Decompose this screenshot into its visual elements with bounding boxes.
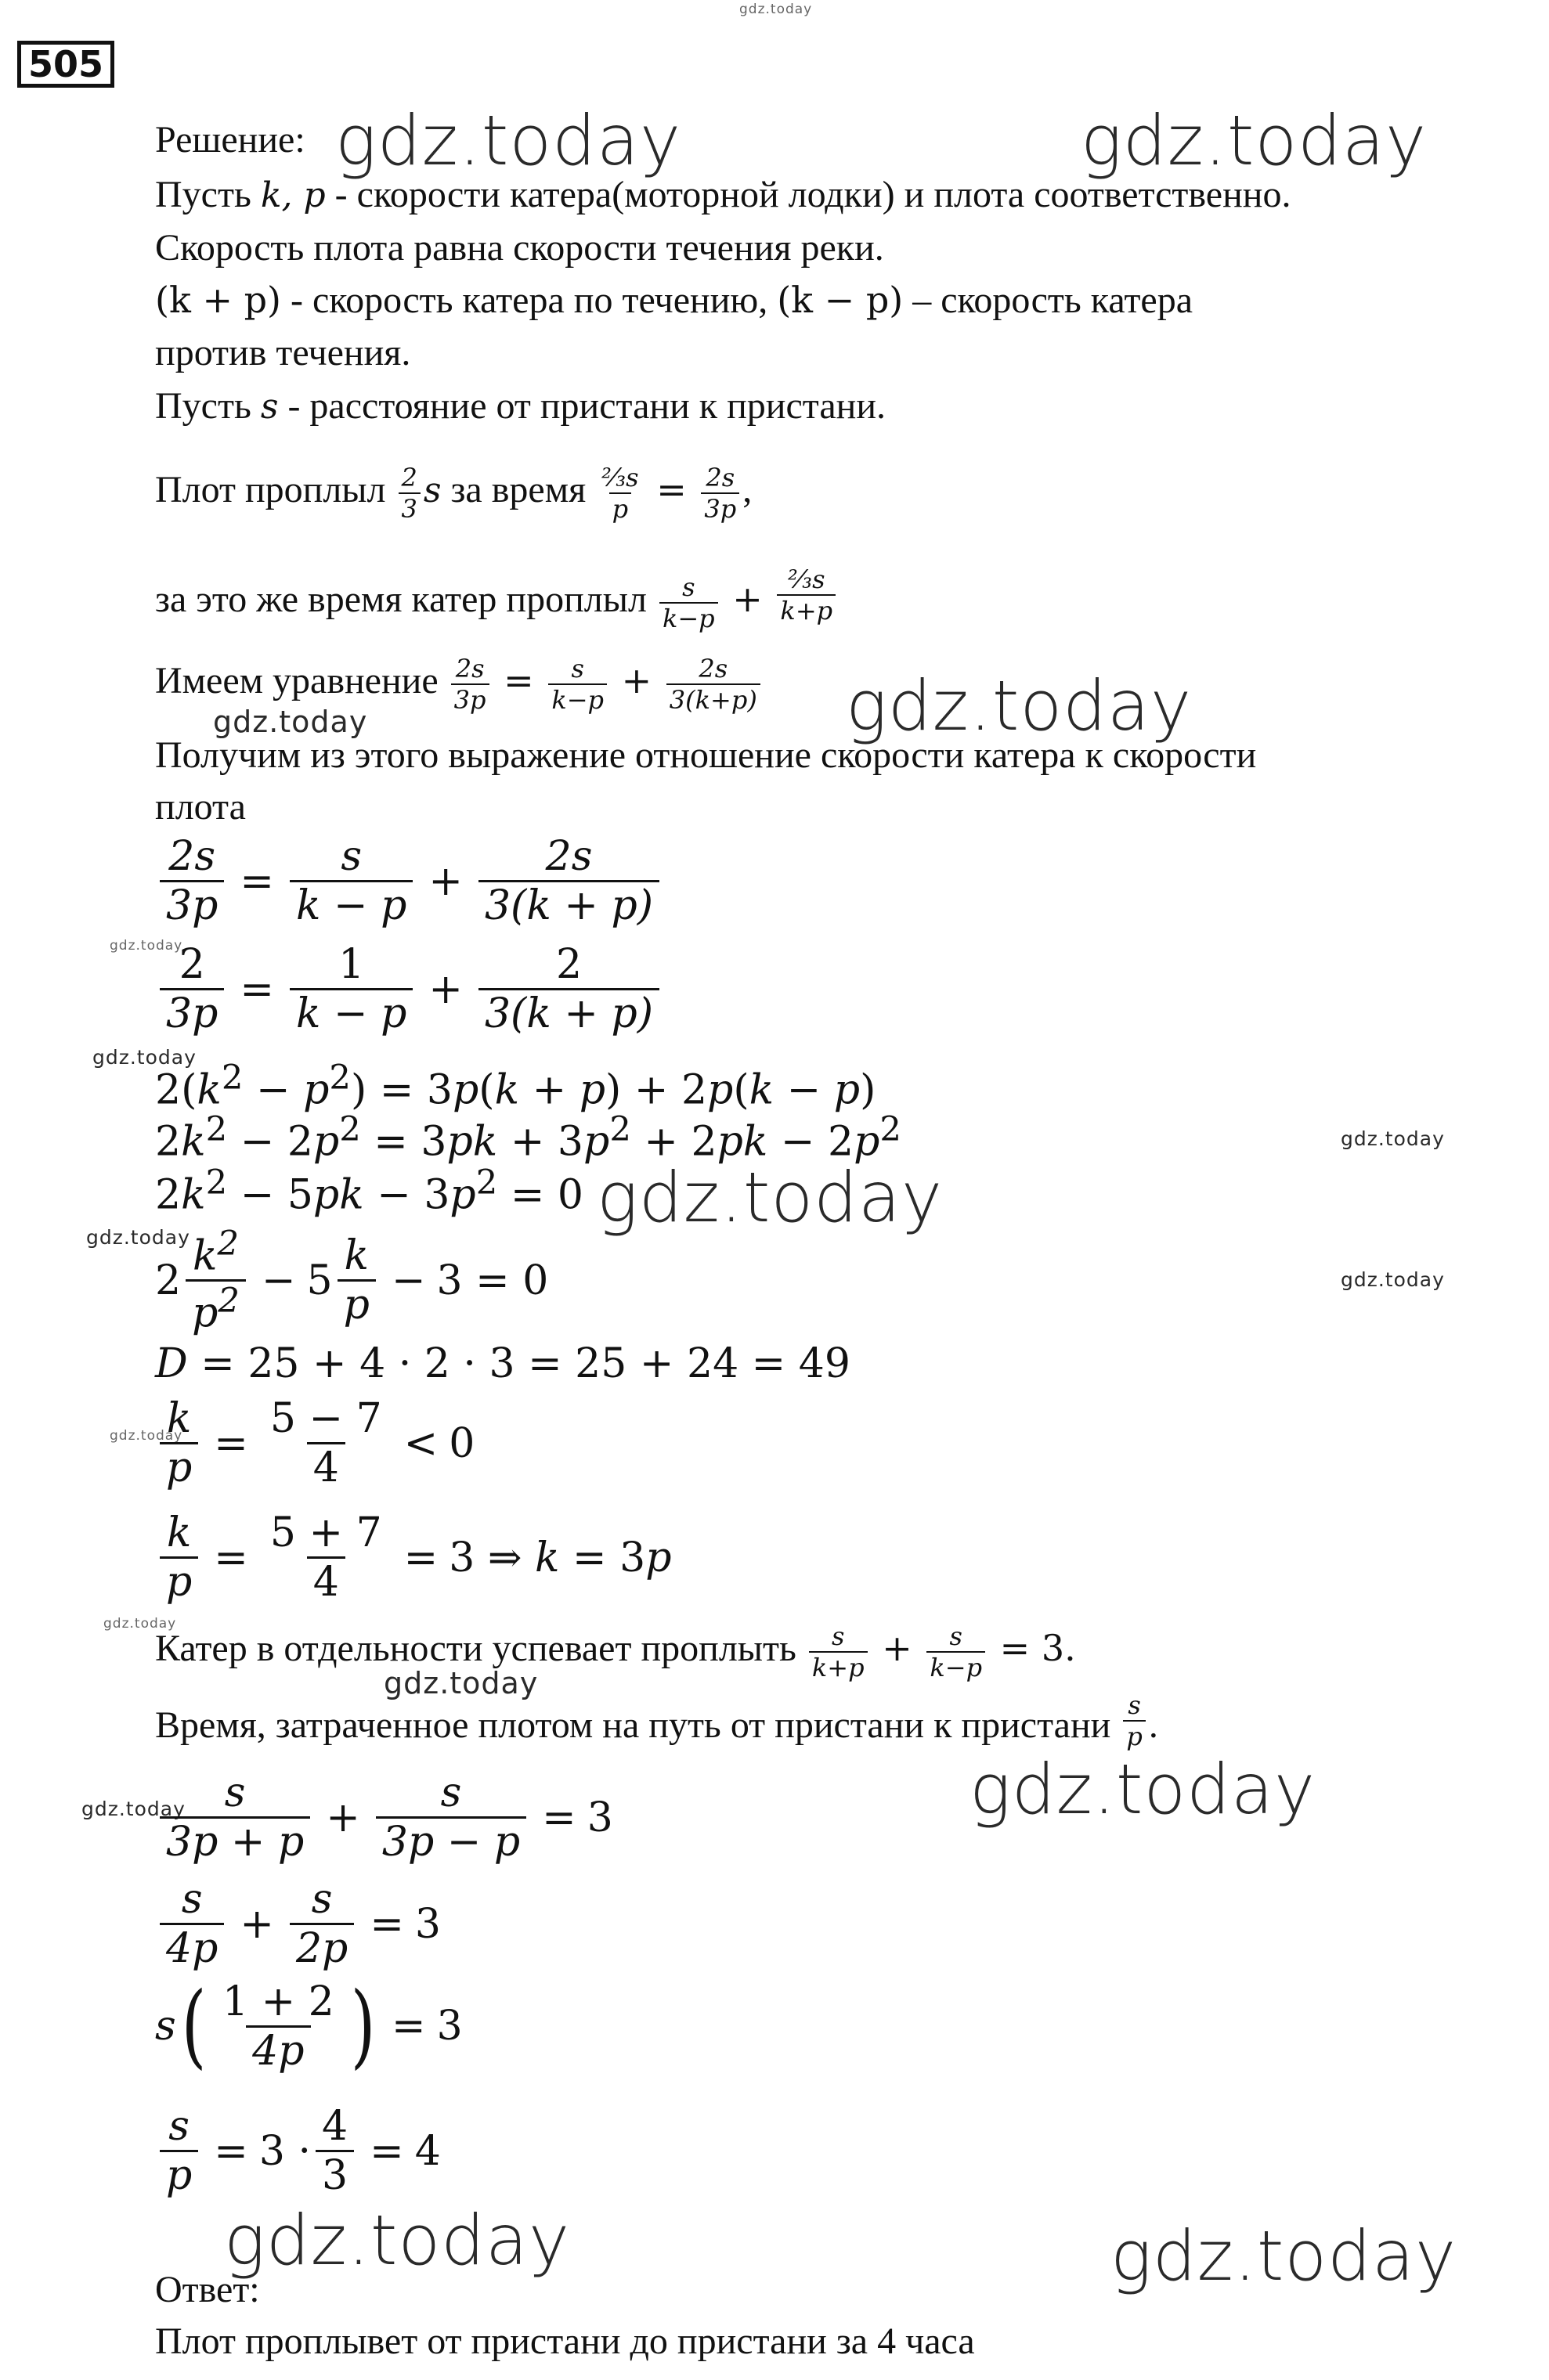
watermark: gdz.today: [213, 705, 368, 739]
equation: $\frac{s}{p}$ = 3 · $\frac{4}{3}$ = 4: [155, 2106, 441, 2196]
watermark: gdz.today: [739, 2, 813, 17]
text-line: Скорость плота равна скорости течения реки.: [155, 227, 884, 269]
equation: $2(k^2 - p^2) = 3p(k + p) + 2p(k - p)$: [155, 1058, 876, 1114]
text-line: (k + p) - скорость катера по течению, (k − p) – скорость катера: [155, 279, 1193, 321]
equation: $\frac{k}{p}$ = $\frac{5 + 7}{4}$ = 3 ⇒ k = 3p: [155, 1513, 672, 1603]
equation: s 3p + p + $\frac{s}{3p - p}$ = 3: [155, 1772, 613, 1863]
text-line: за это же время катер проплыл $\frac{s}{k-p}$ + $\frac{\text{⅔s}}{k+p}$: [155, 575, 839, 631]
text-line: Время, затраченное плотом на путь от пристани к пристани $\frac{s}{p}$ .: [155, 1690, 1158, 1751]
watermark: gdz.today: [86, 1226, 190, 1249]
equation: 2 $k^2$ $p^2$ − 5 k p − 3 = 0: [155, 1224, 549, 1337]
equation: s 4p + $\frac{s}{2p}$ = 3: [155, 1879, 441, 1969]
watermark: gdz.today: [969, 1749, 1316, 1830]
equation: $2k^2 - 5pk - 3p^2 = 0$: [155, 1163, 584, 1219]
equation: $2k^2 - 2p^2 = 3pk + 3p^2 + 2pk - 2p^2$: [155, 1110, 901, 1166]
text-line: Катер в отдельности успевает проплыть $\frac{s}{k+p}$ + $\frac{s}{k-p}$ = 3.: [155, 1621, 1076, 1682]
watermark: gdz.today: [1081, 100, 1428, 181]
watermark: gdz.today: [110, 938, 183, 954]
text-line: Имеем уравнение $\frac{2s}{3p}$ = $\frac{s}{k-p}$ + $\frac{2s}{3(k+p)}$: [155, 656, 764, 712]
watermark: gdz.today: [1341, 1268, 1445, 1291]
answer-label: Ответ:: [155, 2269, 260, 2310]
watermark: gdz.today: [224, 2200, 571, 2281]
watermark: gdz.today: [92, 1046, 197, 1069]
watermark: gdz.today: [81, 1798, 186, 1820]
text-line: плота: [155, 786, 246, 828]
watermark: gdz.today: [1341, 1127, 1445, 1150]
text-line: Пусть s - расстояние от пристани к пристани.: [155, 385, 886, 427]
solution-label: Решение:: [155, 119, 305, 160]
equation: $\frac{2s}{3p}$ = $\frac{s}{k - p}$ + $\frac{2s}{3(k + p)}$: [155, 836, 664, 926]
watermark: gdz.today: [846, 665, 1193, 746]
text-line: против течения.: [155, 332, 411, 373]
answer-text: Плот проплывет от пристани до пристани за 4 часа: [155, 2320, 975, 2362]
text-line: Пусть k, p - скорости катера(моторной лодки) и плота соответственно.: [155, 174, 1291, 215]
watermark: gdz.today: [384, 1666, 539, 1700]
equation: $\frac{2}{3p}$ = $\frac{1}{k - p}$ + $\frac{2}{3(k + p)}$: [155, 944, 664, 1034]
watermark: gdz.today: [1110, 2216, 1457, 2296]
watermark: gdz.today: [335, 100, 682, 181]
watermark: gdz.today: [110, 1428, 183, 1444]
equation: s ( 1 + 2 4p ) = 3: [155, 1973, 463, 2079]
watermark: gdz.today: [597, 1157, 944, 1238]
watermark: gdz.today: [103, 1616, 177, 1632]
problem-number: 505: [17, 41, 114, 88]
text-line: Получим из этого выражение отношение скорости катера к скорости: [155, 734, 1257, 776]
text-line: Плот проплыл $\frac{2}{3}$ s за время $\frac{\text{⅔s}}{p}$ = $\frac{2s}{3p}$ ,: [155, 463, 753, 524]
equation: $\frac{k}{p}$ = $\frac{5 - 7}{4}$ < 0: [155, 1398, 475, 1488]
equation: D = 25 + 4 · 2 · 3 = 25 + 24 = 49: [155, 1340, 850, 1387]
